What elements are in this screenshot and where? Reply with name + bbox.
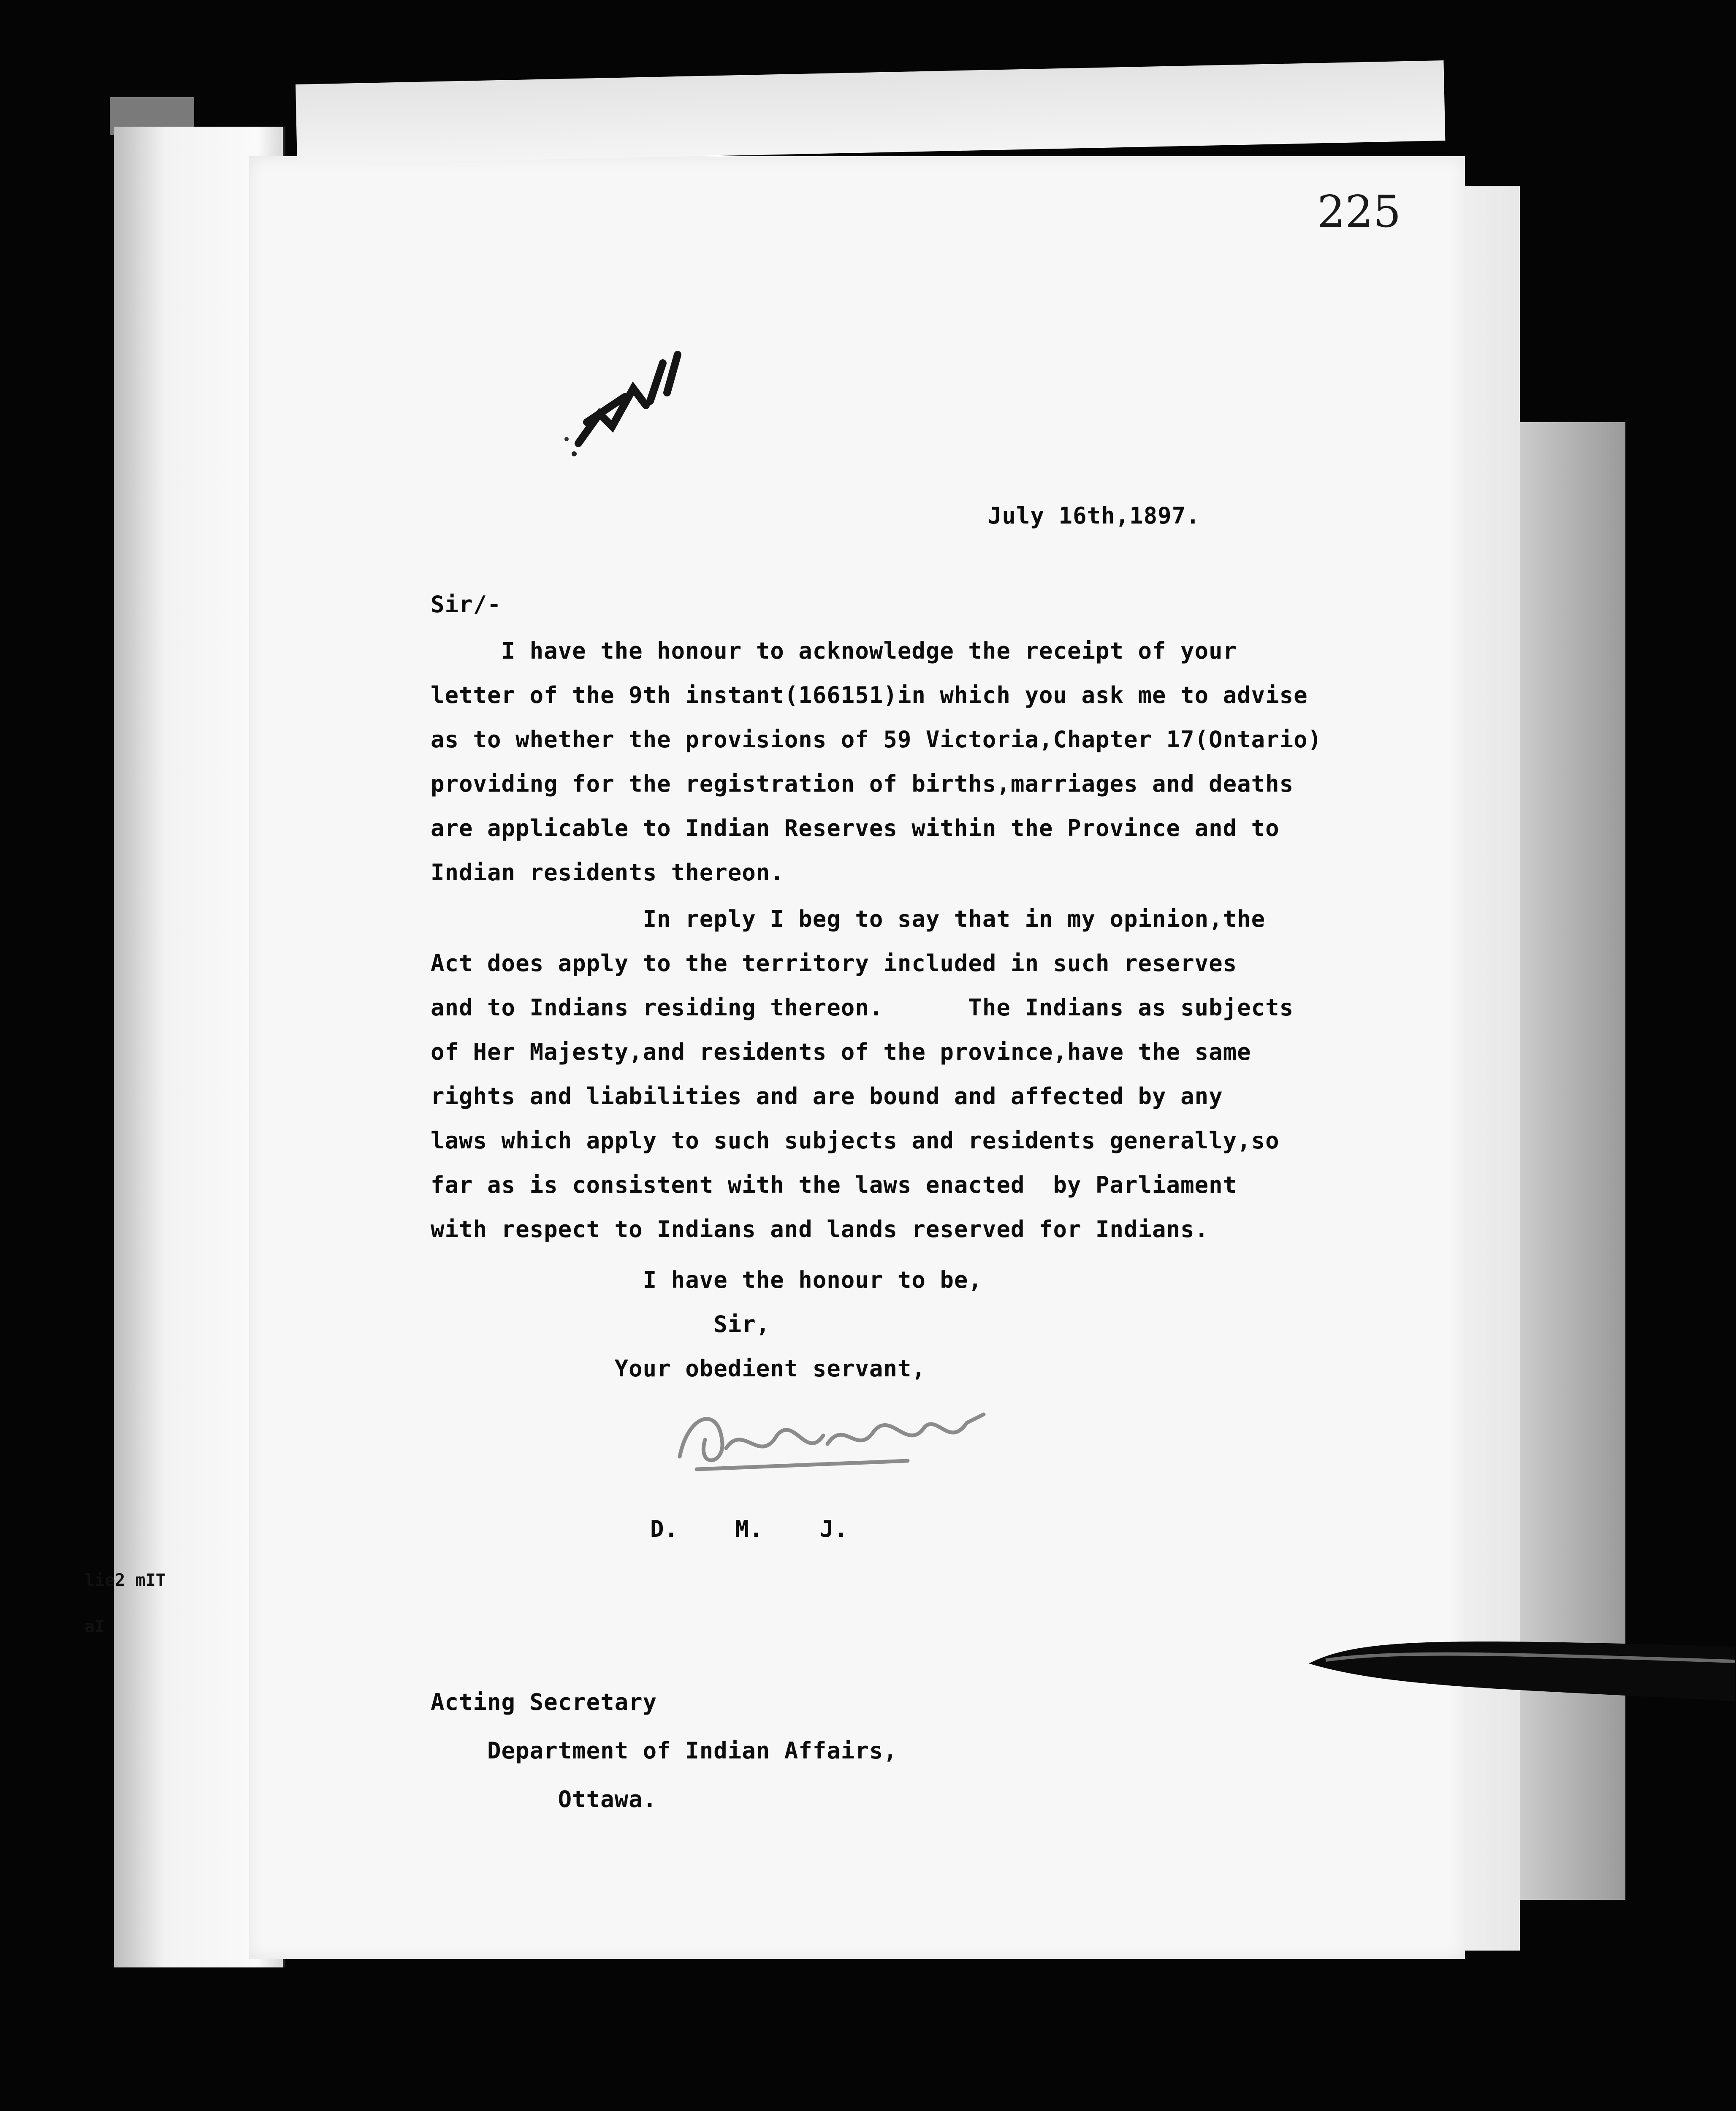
body-line-1: I have the honour to acknowledge the receipt of your — [431, 638, 1237, 664]
folio-number: 225 — [1317, 186, 1401, 237]
signer-initials: D. M. J. — [650, 1516, 849, 1542]
closing-line-1: I have the honour to be, — [431, 1267, 982, 1293]
body-line-14: with respect to Indians and lands reserved for Indians. — [431, 1216, 1209, 1243]
addressee-line-1: Acting Secretary — [431, 1689, 657, 1715]
body-line-11: rights and liabilities and are bound and affected by any — [431, 1083, 1223, 1110]
page-top-fold — [296, 60, 1445, 165]
previous-page-cutoff-text-1: lie2 mIT — [84, 1571, 166, 1590]
body-line-13: far as is consistent with the laws enacted by Parliament — [431, 1172, 1237, 1198]
body-line-5: are applicable to Indian Reserves within the Province and to — [431, 815, 1280, 841]
body-line-9: and to Indians residing thereon. The Indians as subjects — [431, 994, 1294, 1021]
body-line-6: Indian residents thereon. — [431, 859, 784, 886]
addressee-line-2: Department of Indian Affairs, — [431, 1737, 898, 1764]
closing-line-2: Sir, — [431, 1311, 770, 1338]
salutation: Sir/- — [431, 591, 502, 618]
closing-line-3: Your obedient servant, — [431, 1355, 926, 1382]
body-line-12: laws which apply to such subjects and residents generally,so — [431, 1127, 1280, 1154]
signature-scrawl — [671, 1389, 1001, 1486]
previous-page-cutoff-text-2: aI — [84, 1617, 105, 1636]
addressee-line-3: Ottawa. — [431, 1786, 657, 1813]
pen-pointer — [1309, 1621, 1735, 1731]
body-line-8: Act does apply to the territory included in such reserves — [431, 950, 1237, 977]
body-line-10: of Her Majesty,and residents of the province,have the same — [431, 1039, 1251, 1065]
registry-stamp-scrawl — [561, 338, 688, 464]
body-line-3: as to whether the provisions of 59 Victoria,Chapter 17(Ontario) — [431, 726, 1322, 753]
letter-date: July 16th,1897. — [988, 502, 1200, 529]
body-line-4: providing for the registration of births,marriages and deaths — [431, 771, 1294, 797]
body-line-2: letter of the 9th instant(166151)in which you ask me to advise — [431, 682, 1308, 708]
body-line-7: In reply I beg to say that in my opinion,the — [431, 906, 1266, 932]
